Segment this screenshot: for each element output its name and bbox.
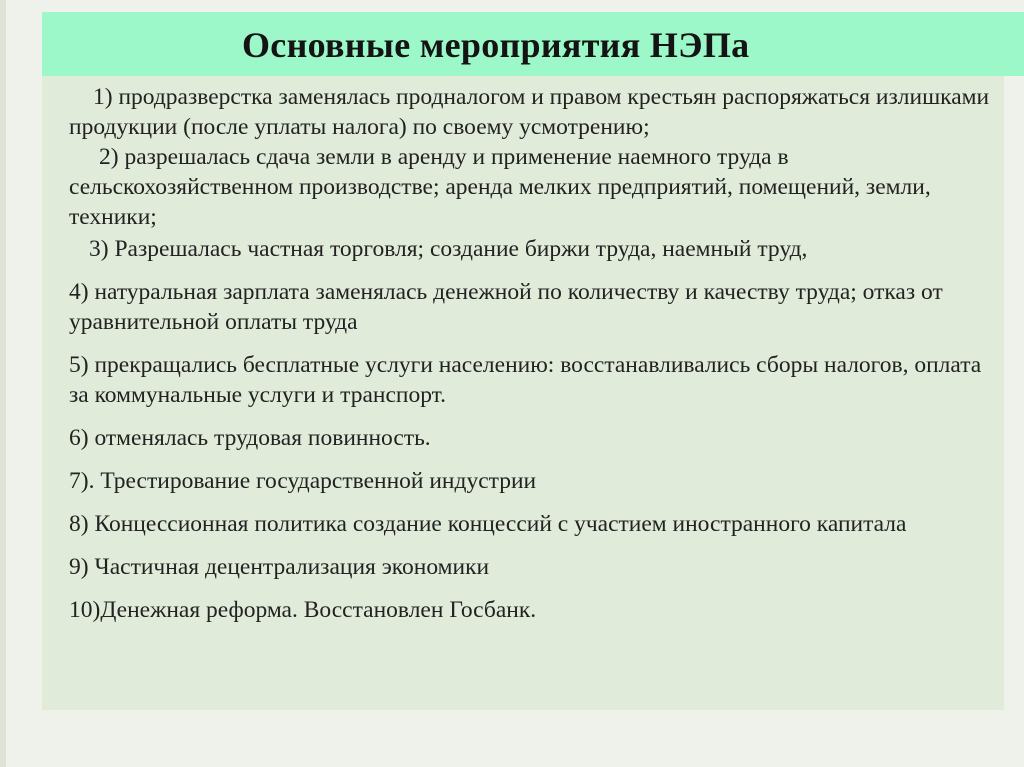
- list-item: 4) натуральная зарплата заменялась денежной по количеству и качеству труда; отказ от уравнительной оплаты труда: [69, 279, 943, 335]
- list-item: 8) Концессионная политика создание концессий с участием иностранного капитала: [69, 511, 907, 537]
- list-item: 3) Разрешалась частная торговля; создание биржи труда, наемный труд,: [89, 236, 808, 262]
- list-item: 2) разрешалась сдача земли в аренду и применение наемного труда в сельскохозяйственном производстве; аренда мелких предприятий, помещений, земли, техники;: [69, 144, 931, 230]
- list-item: 6) отменялась трудовая повинность.: [69, 425, 431, 451]
- list-item: 7). Трестирование государственной индустрии: [69, 468, 537, 494]
- measures-list: [69, 82, 999, 625]
- title-bar: [42, 12, 1024, 76]
- list-item: 5) прекращались бесплатные услуги населению: восстанавливались сборы налогов, оплата за коммунальные услуги и транспорт.: [69, 352, 982, 408]
- list-item: 10)Денежная реформа. Восстановлен Госбанк.: [69, 597, 537, 623]
- slide-title: Основные мероприятия НЭПа: [242, 25, 750, 65]
- list-item: 9) Частичная децентрализация экономики: [69, 554, 490, 580]
- list-item: 1) продразверстка заменялась продналогом и правом крестьян распоряжаться излишками продукции (после уплаты налога) по своему усмотрению;: [69, 84, 990, 140]
